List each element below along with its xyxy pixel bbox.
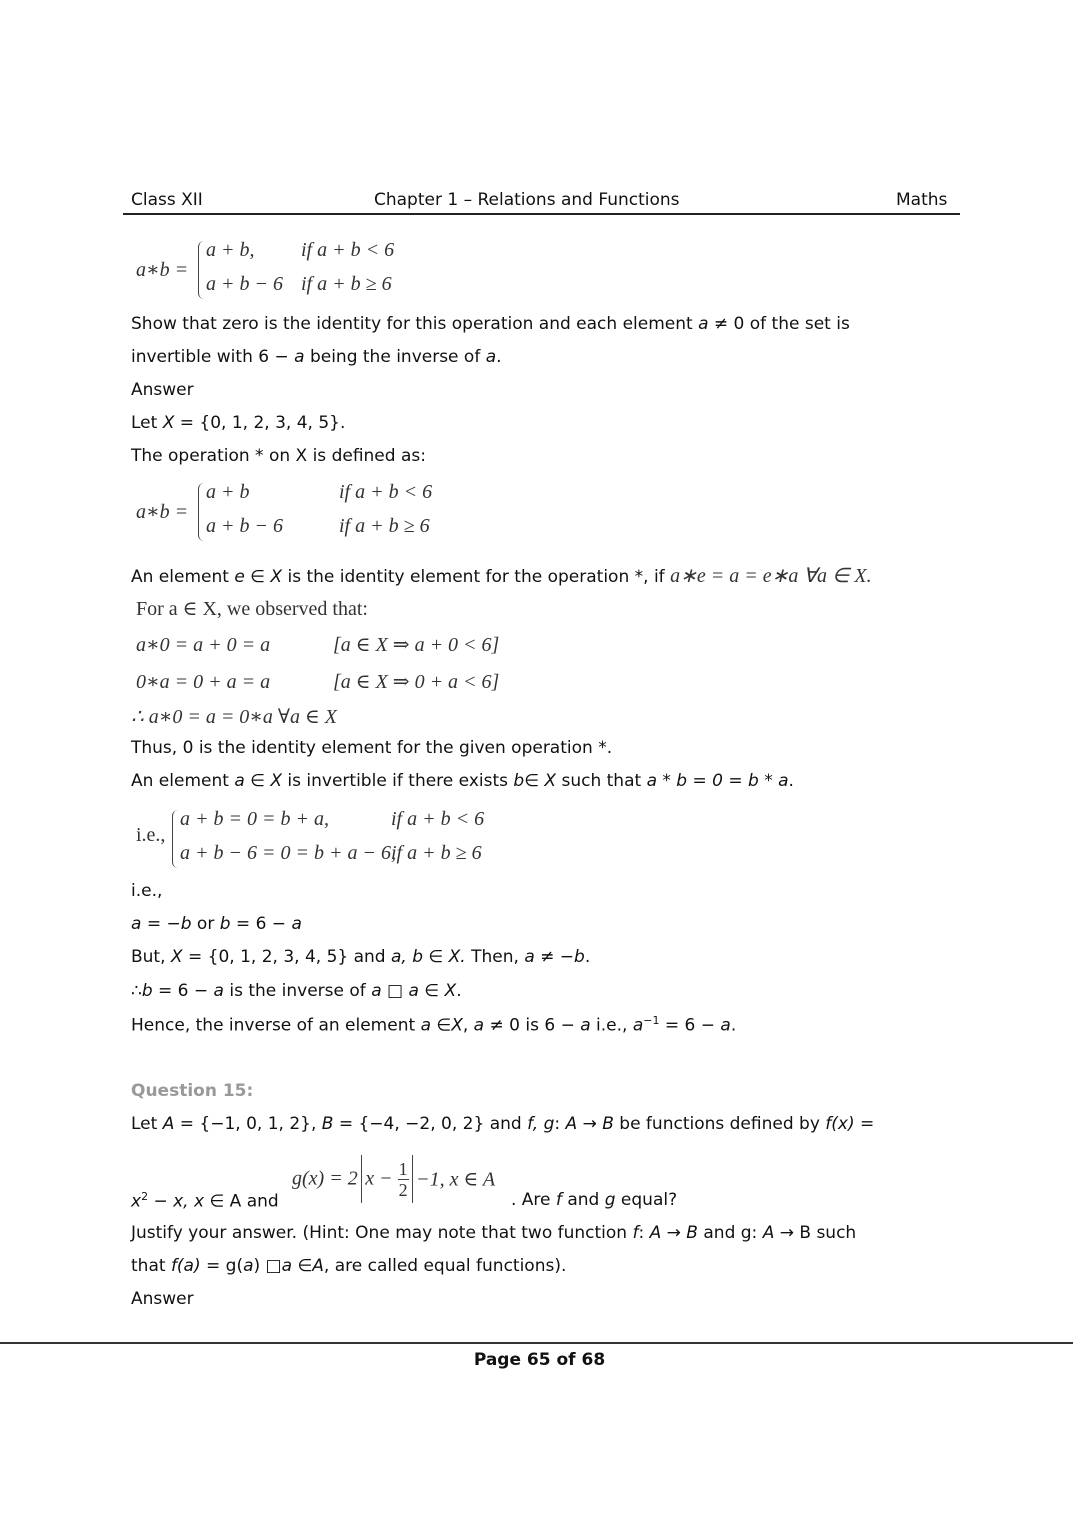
text: that [131, 1256, 171, 1276]
text: and [561, 1190, 605, 1210]
text: = 6 − [659, 1015, 721, 1036]
question-text-line-2 [131, 347, 502, 367]
text: ∈ A and [204, 1191, 279, 1212]
variable: a [291, 914, 302, 934]
text: ≠ 0 of the set is [708, 314, 850, 334]
text: → B such [774, 1223, 857, 1243]
variable: A → B [649, 1223, 698, 1243]
variable: f(a) [170, 1256, 201, 1276]
abs-bar-right [412, 1155, 414, 1203]
variable: A [312, 1256, 324, 1276]
text: . Are [511, 1190, 556, 1210]
variable: A → B [565, 1114, 614, 1134]
variable: a [213, 981, 224, 1001]
text: , are called equal functions). [323, 1256, 567, 1276]
text: Hence, the inverse of an element [131, 1015, 421, 1036]
abs-bar-left [361, 1155, 363, 1203]
variable: f [632, 1223, 639, 1243]
variable: a ≠ −b [524, 947, 585, 967]
variable: X [444, 981, 457, 1001]
text: invertible with 6 − [131, 347, 295, 367]
case-1-expression: a + b [206, 481, 250, 503]
variable: a [131, 914, 142, 934]
variable: X. [448, 947, 466, 967]
piecewise-equation-2 [136, 477, 456, 547]
text: Then, [465, 947, 525, 967]
piecewise-equation-3 [136, 804, 516, 874]
equation-lhs: i.e., [136, 824, 166, 846]
case-1-condition: if a + b < 6 [391, 808, 485, 830]
superscript: −1 [643, 1014, 660, 1027]
variable: e [234, 567, 245, 587]
variable: a [408, 981, 419, 1001]
text: But, [131, 947, 171, 967]
text: ∈ [423, 947, 449, 967]
variable: X [162, 413, 175, 433]
fraction-one-half [398, 1159, 409, 1200]
let-x-line [131, 413, 345, 433]
text: i.e., [590, 1015, 633, 1036]
case-1-expression: a + b, [206, 239, 255, 261]
text: : [554, 1114, 566, 1134]
superscript: 2 [141, 1190, 149, 1203]
text: being the inverse of [304, 347, 486, 367]
variable: x [131, 1191, 142, 1212]
text: = {0, 1, 2, 3, 4, 5}. [174, 413, 346, 433]
case-1-condition: if a + b < 6 [301, 239, 395, 261]
g-of-x-equation [292, 1155, 495, 1205]
text: Justify your answer. (Hint: One may note that two function [131, 1223, 633, 1243]
text: , [462, 1015, 474, 1036]
case-1-condition: if a + b < 6 [339, 481, 433, 503]
text: ∈ [430, 1015, 452, 1036]
header-subject: Maths [896, 190, 948, 210]
text: ∈ [418, 981, 445, 1001]
text: = g( [200, 1256, 244, 1276]
header-class: Class XII [131, 190, 203, 210]
text: = 6 − [230, 914, 292, 934]
header-chapter-title: Chapter 1 – Relations and Functions [374, 190, 680, 210]
variable: A [762, 1223, 775, 1243]
question-15-line-4 [131, 1256, 566, 1276]
text: = [854, 1114, 875, 1134]
variable: b [141, 981, 153, 1001]
question-15-line-1 [131, 1114, 874, 1134]
variable: a [580, 1015, 591, 1036]
a-equals-line [131, 914, 302, 934]
observation-row-1-lhs: a∗0 = a + 0 = a [136, 634, 271, 656]
header-divider [123, 213, 960, 215]
equation-lhs: a∗b = [136, 501, 189, 523]
text: is the identity element for the operation *, if [282, 567, 671, 587]
variable: g [604, 1190, 616, 1210]
text: such that [556, 771, 647, 791]
variable: a [720, 1015, 731, 1036]
text: = − [141, 914, 181, 934]
variable: b [219, 914, 231, 934]
question-15-line-3 [131, 1223, 856, 1243]
case-2-condition: if a + b ≥ 6 [339, 515, 430, 537]
variable: X [451, 1015, 463, 1036]
text: ∈ [244, 567, 271, 587]
case-2-condition: if a + b ≥ 6 [391, 842, 482, 864]
gx-lhs: g(x) = 2 [292, 1167, 358, 1190]
text: − [148, 1191, 174, 1212]
text: ∈ [524, 771, 545, 791]
variable: x, x [173, 1191, 205, 1212]
missing-glyph-box: □ [381, 981, 409, 1001]
page-number: Page 65 of 68 [473, 1350, 606, 1370]
footer-divider [0, 1342, 1073, 1344]
text: ≠ 0 is 6 − [484, 1015, 581, 1036]
text: An element [131, 567, 235, 587]
text: is invertible if there exists [282, 771, 514, 791]
variable: X [270, 567, 283, 587]
question-15-line-2-end [511, 1190, 677, 1210]
identity-conclusion-text: Thus, 0 is the identity element for the given operation *. [131, 738, 613, 758]
equation: a * b = 0 = b * a [646, 771, 789, 791]
observation-row-1-reason: [a ∈ X ⇒ a + 0 < 6] [333, 634, 500, 656]
text: or [191, 914, 220, 934]
gx-rhs: −1, x ∈ A [416, 1168, 496, 1191]
question-15-line-2 [131, 1190, 279, 1212]
text: = 6 − [152, 981, 214, 1001]
variable: a, b [391, 947, 424, 967]
denominator: 2 [398, 1179, 408, 1200]
text: Let [131, 1114, 163, 1134]
hence-line [131, 1014, 736, 1036]
variable: f [555, 1190, 562, 1210]
variable: a [281, 1256, 293, 1276]
case-2-expression: a + b − 6 [206, 515, 283, 537]
variable: a [420, 1015, 431, 1036]
observation-row-2-reason: [a ∈ X ⇒ 0 + a < 6] [333, 671, 500, 693]
text: and g: [697, 1223, 763, 1243]
variable: A [162, 1114, 175, 1134]
variable: b [180, 914, 192, 934]
text: = {−4, −2, 0, 2} and [333, 1114, 528, 1134]
variable: B [321, 1114, 334, 1134]
variable: b [513, 771, 525, 791]
text: Show that zero is the identity for this operation and each element [131, 314, 699, 334]
text: ∈ [244, 771, 271, 791]
text: . [788, 771, 794, 791]
text: equal? [615, 1190, 678, 1210]
variable: f(x) [825, 1114, 855, 1134]
observation-conclusion: ∴ a∗0 = a = 0∗a ∀a ∈ X [131, 706, 337, 728]
variable: X [270, 771, 283, 791]
text: . [496, 347, 502, 367]
therefore-symbol: ∴ [131, 981, 142, 1001]
numerator: 1 [398, 1158, 408, 1179]
variable: a [632, 1015, 644, 1036]
observation-row-2-lhs: 0∗a = 0 + a = a [136, 671, 271, 693]
text: ∈ [292, 1256, 313, 1276]
variable: X [170, 947, 183, 967]
but-line [131, 947, 590, 967]
gx-inner: x − [365, 1167, 393, 1190]
invertible-definition-line [131, 771, 794, 791]
text: be functions defined by [613, 1114, 826, 1134]
case-2-condition: if a + b ≥ 6 [301, 273, 392, 295]
text: = {−1, 0, 1, 2}, [174, 1114, 322, 1134]
equation-lhs: a∗b = [136, 259, 189, 281]
text: . [730, 1015, 737, 1036]
text: . [456, 981, 462, 1001]
question-15-answer-label: Answer [131, 1289, 194, 1309]
variable: a [473, 1015, 485, 1036]
case-2-expression: a + b − 6 = 0 = b + a − 6, [180, 842, 396, 864]
case-1-expression: a + b = 0 = b + a, [180, 808, 329, 830]
text: . [584, 947, 591, 967]
variable: a [294, 347, 305, 367]
variable: a [485, 347, 497, 367]
therefore-line [131, 981, 462, 1001]
variable: a [243, 1256, 254, 1276]
variable: a [371, 981, 382, 1001]
text: Let [131, 413, 163, 433]
text: An element [131, 771, 235, 791]
operation-definition-text: The operation * on X is defined as: [131, 446, 426, 466]
text: : [638, 1223, 650, 1243]
question-15-heading: Question 15: [131, 1081, 254, 1101]
case-2-expression: a + b − 6 [206, 273, 283, 295]
question-text-line-1 [131, 314, 850, 334]
variable: a [698, 314, 709, 334]
piecewise-equation-1 [136, 235, 436, 305]
text: = {0, 1, 2, 3, 4, 5} and [182, 947, 391, 967]
identity-definition-line [131, 563, 872, 588]
text: is the inverse of [223, 981, 372, 1001]
answer-label: Answer [131, 380, 194, 400]
observation-intro: For a ∈ X, we observed that: [136, 598, 368, 620]
identity-condition-math: a∗e = a = e∗a ∀a ∈ X. [670, 565, 872, 587]
variable: f, g [527, 1114, 555, 1134]
ie-label: i.e., [131, 881, 163, 901]
variable: X [544, 771, 557, 791]
text: ) □ [253, 1256, 282, 1276]
variable: a [234, 771, 245, 791]
